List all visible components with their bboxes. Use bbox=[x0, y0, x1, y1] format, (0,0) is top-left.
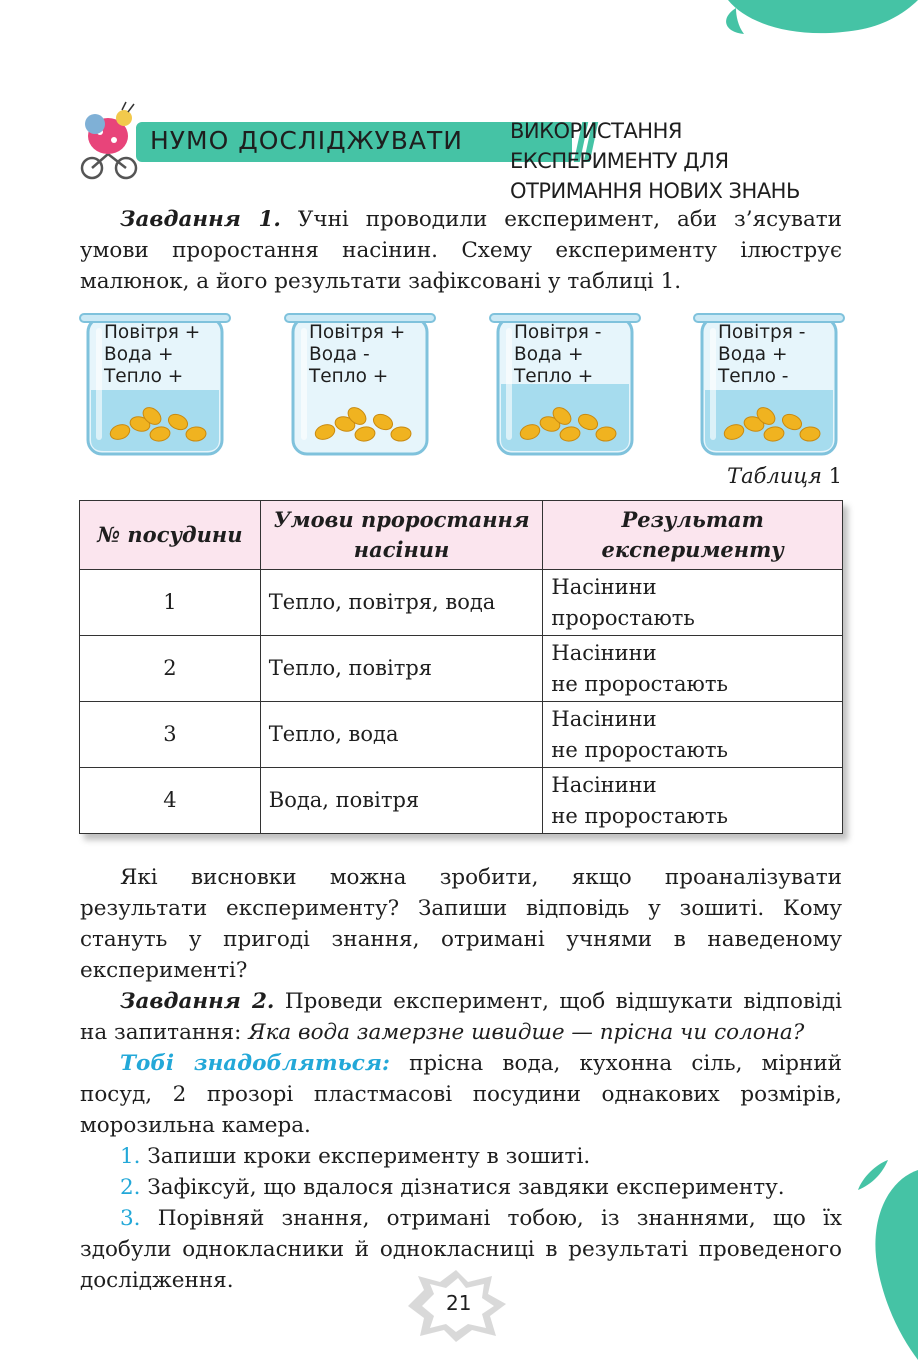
table-caption: Таблиця 1 bbox=[727, 464, 842, 488]
task-1-label: Завдання 1. bbox=[120, 207, 281, 232]
topic-line: ОТРИМАННЯ НОВИХ ЗНАНЬ bbox=[510, 179, 800, 203]
condition-line: Тепло + bbox=[309, 366, 389, 387]
condition-line: Тепло + bbox=[514, 366, 594, 387]
step-3: 3. Порівняй знання, отримані тобою, із знаннями, що їх здобули однокласники й однокласниці в результаті проведеного дослідження. bbox=[80, 1206, 842, 1293]
step-number: 1. bbox=[120, 1144, 141, 1169]
questions-paragraph: Які висновки можна зробити, якщо проаналізувати результати експерименту? Запиши відповідь у зошиті. Кому стануть у пригоді знання, отримані учнями в наведеному експерименті? bbox=[80, 865, 842, 983]
beaker-conditions-label bbox=[309, 322, 405, 388]
beaker-conditions-label bbox=[514, 322, 601, 388]
conditions-cell: Вода, повітря bbox=[260, 768, 543, 834]
conditions-cell: Тепло, повітря bbox=[260, 636, 543, 702]
result-cell: Насінини не проростають bbox=[543, 636, 843, 702]
table-header-row bbox=[80, 501, 843, 570]
result-cell: Насінини проростають bbox=[543, 570, 843, 636]
condition-line: Повітря - bbox=[718, 322, 806, 343]
condition-line: Тепло - bbox=[718, 366, 789, 387]
column-header: Результат експерименту bbox=[543, 501, 843, 570]
corner-decoration bbox=[848, 1150, 918, 1360]
topic-line: ЕКСПЕРИМЕНТУ ДЛЯ bbox=[510, 149, 729, 173]
conditions-cell: Тепло, вода bbox=[260, 702, 543, 768]
page-number: 21 bbox=[446, 1291, 472, 1315]
condition-line: Повітря + bbox=[309, 322, 406, 343]
condition-line: Повітря - bbox=[514, 322, 602, 343]
materials-label: Тобі знадобляться: bbox=[120, 1051, 390, 1076]
task-2-question: Яка вода замерзне швидше — прісна чи солона? bbox=[248, 1020, 805, 1045]
ladybug-bicycle-icon bbox=[78, 100, 140, 182]
table-row bbox=[80, 636, 843, 702]
table-row bbox=[80, 702, 843, 768]
result-cell: Насінини не проростають bbox=[543, 702, 843, 768]
task-1-text: Учні проводили експеримент, аби з’ясувати умови проростання насінин. Схему експерименту ілюструє малюнок, а його результати зафіксовані у таблиці 1. bbox=[80, 207, 842, 294]
step-1: 1. Запиши кроки експерименту в зошиті. bbox=[120, 1144, 591, 1169]
beaker-conditions-label bbox=[718, 322, 805, 388]
vessel-number: 2 bbox=[80, 636, 261, 702]
table-row bbox=[80, 768, 843, 834]
step-number: 3. bbox=[120, 1206, 141, 1231]
section-header bbox=[78, 96, 858, 206]
instructions-block bbox=[80, 862, 842, 1296]
vessel-number: 3 bbox=[80, 702, 261, 768]
task-2-label: Завдання 2. bbox=[120, 989, 275, 1014]
column-header: Умови проростання насінин bbox=[260, 501, 543, 570]
condition-line: Вода + bbox=[514, 344, 584, 365]
conditions-cell: Тепло, повітря, вода bbox=[260, 570, 543, 636]
beaker-conditions-label bbox=[104, 322, 200, 388]
task-2-paragraph: Завдання 2. Проведи експеримент, щоб відшукати відповіді на запитання: Яка вода замерзне швидше — прісна чи солона? bbox=[80, 989, 842, 1045]
condition-line: Вода + bbox=[718, 344, 788, 365]
condition-line: Вода + bbox=[104, 344, 174, 365]
corner-decoration bbox=[658, 0, 918, 60]
condition-line: Повітря + bbox=[104, 322, 201, 343]
table-row bbox=[80, 570, 843, 636]
step-number: 2. bbox=[120, 1175, 141, 1200]
task-1-paragraph bbox=[80, 204, 842, 297]
experiment-illustration bbox=[78, 312, 848, 460]
vessel-number: 4 bbox=[80, 768, 261, 834]
result-cell: Насінини не проростають bbox=[543, 768, 843, 834]
beaker-2 bbox=[283, 312, 437, 458]
column-header: № посудини bbox=[80, 501, 261, 570]
beaker-1 bbox=[78, 312, 232, 458]
vessel-number: 1 bbox=[80, 570, 261, 636]
condition-line: Вода - bbox=[309, 344, 370, 365]
lesson-topic bbox=[510, 116, 800, 206]
condition-line: Тепло + bbox=[104, 366, 184, 387]
materials-paragraph: Тобі знадобляться: прісна вода, кухонна сіль, мірний посуд, 2 прозорі пластмасові посудини однакових розмірів, морозильна камера. bbox=[80, 1051, 842, 1138]
beaker-3 bbox=[488, 312, 642, 458]
section-banner-label: НУМО ДОСЛІДЖУВАТИ bbox=[150, 126, 463, 155]
beaker-4 bbox=[692, 312, 846, 458]
results-table bbox=[79, 500, 843, 834]
topic-line: ВИКОРИСТАННЯ bbox=[510, 119, 682, 143]
step-2: 2. Зафіксуй, що вдалося дізнатися завдяки експерименту. bbox=[120, 1175, 785, 1200]
